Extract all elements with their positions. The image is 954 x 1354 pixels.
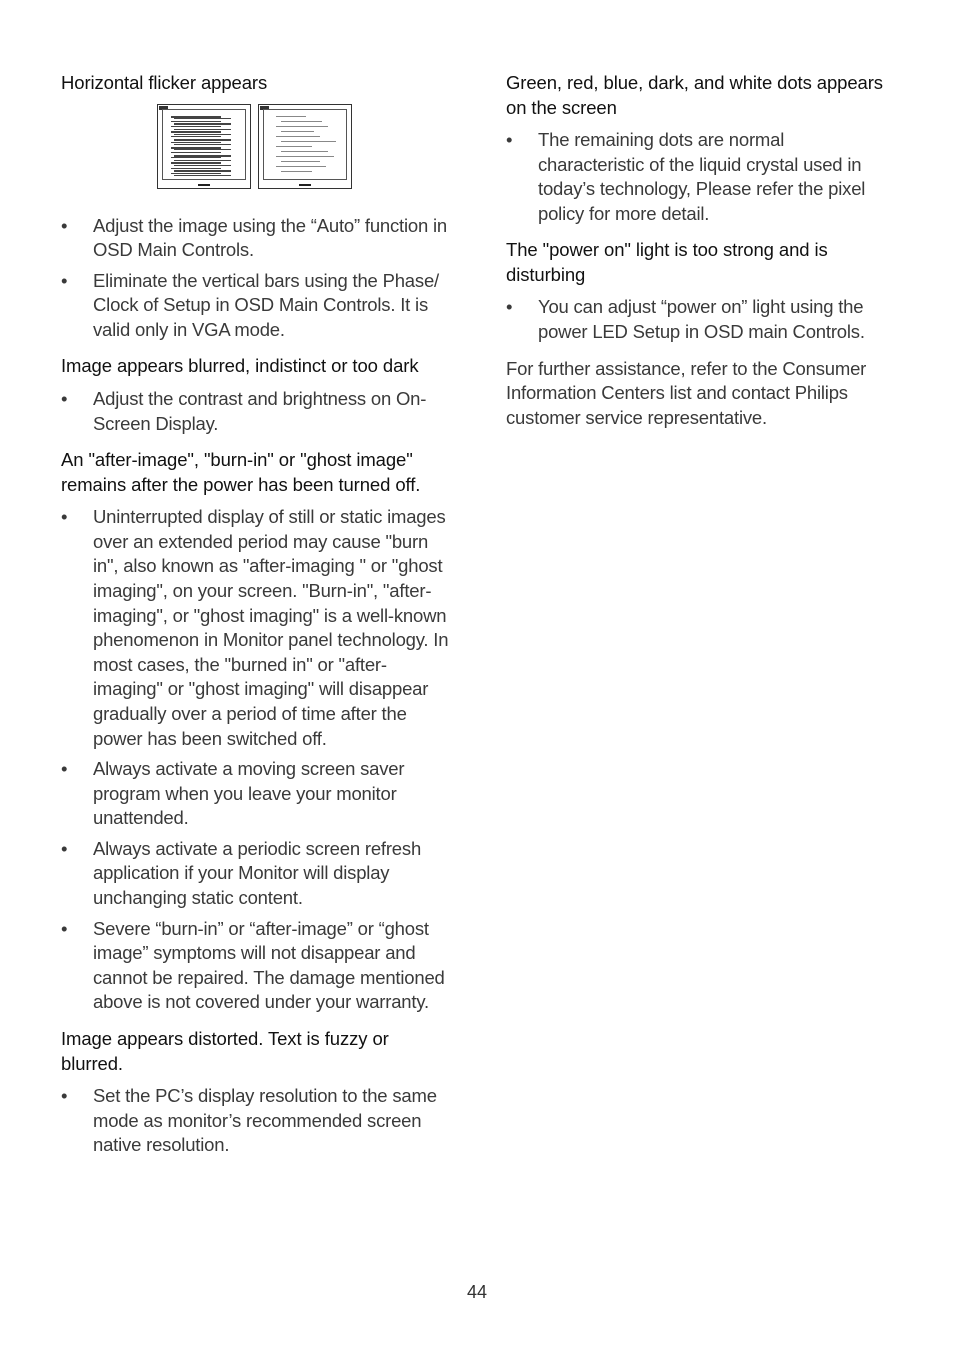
flicker-line xyxy=(174,144,231,145)
list-item: • Set the PC’s display resolution to the same mode as monitor’s recommended screen native resolution. xyxy=(61,1085,437,1156)
section-dots xyxy=(506,71,894,226)
list-item: • Severe “burn-in” or “after-image” or “ghost image” symptoms will not disappear and cannot be repaired. The damage mentioned above is not covered under your warranty. xyxy=(61,917,445,1013)
text-line xyxy=(276,166,326,167)
flicker-line xyxy=(174,134,231,135)
list-item: • The remaining dots are normal characteristic of the liquid crystal used in today’s technology, Please refer the pixel policy for more detail. xyxy=(506,129,866,224)
section-power-light xyxy=(506,238,894,344)
page-number: 44 xyxy=(466,1282,488,1302)
flicker-illustration xyxy=(157,104,453,196)
section-heading: An "after-image", "burn-in" or "ghost image" remains after the power has been turned off. xyxy=(61,449,421,495)
flicker-line xyxy=(171,136,221,137)
list-item: • Uninterrupted display of still or static images over an extended period may cause "burn in", also known as "after-imaging " or "ghost imaging", on your screen. "Burn-in", "after-imaging", or "ghost imaging" is a well-known phenomenon in Monitor panel technology. In most cases, the "burned in" or "after-imaging" or "ghost imaging" will disappear gradually over a period of time after the power has been switched off. xyxy=(61,506,449,749)
list-item: • Eliminate the vertical bars using the Phase/ Clock of Setup in OSD Main Controls. It is valid only in VGA mode. xyxy=(61,269,439,340)
flicker-line xyxy=(171,157,221,158)
monitor-normal-image xyxy=(258,104,352,189)
left-column xyxy=(61,71,453,1170)
list-item: • Always activate a periodic screen refresh application if your Monitor will display unchanging static content. xyxy=(61,837,422,909)
section-heading: The "power on" light is too strong and is disturbing xyxy=(506,239,828,285)
section-horizontal-flicker xyxy=(61,71,453,342)
section-heading: Image appears blurred, indistinct or too dark xyxy=(61,355,419,377)
section-heading: Green, red, blue, dark, and white dots appears on the screen xyxy=(506,72,883,118)
section-distorted xyxy=(61,1027,453,1158)
text-line xyxy=(281,171,312,172)
flicker-line xyxy=(171,126,221,127)
flicker-line xyxy=(171,173,221,174)
text-line xyxy=(276,126,328,127)
list-item: • Adjust the image using the “Auto” function in OSD Main Controls. xyxy=(61,214,448,261)
text-line xyxy=(281,131,314,132)
list-item: • Always activate a moving screen saver program when you leave your monitor unattended. xyxy=(61,758,405,829)
flicker-line xyxy=(174,129,231,130)
text-line xyxy=(281,161,320,162)
text-line xyxy=(276,116,306,117)
flicker-line xyxy=(174,118,231,119)
section-heading: Image appears distorted. Text is fuzzy or blurred. xyxy=(61,1028,389,1074)
section-blurred xyxy=(61,354,453,436)
list-item: • You can adjust “power on” light using the power LED Setup in OSD main Controls. xyxy=(506,296,865,342)
section-heading: Horizontal flicker appears xyxy=(61,72,268,93)
assistance-note: For further assistance, refer to the Consumer Information Centers list and contact Philips customer service representative. xyxy=(506,357,867,428)
flicker-line xyxy=(171,168,221,169)
monitor-flicker-image xyxy=(157,104,251,189)
flicker-line xyxy=(174,175,231,176)
text-line xyxy=(281,141,336,142)
right-column xyxy=(506,71,894,430)
flicker-line xyxy=(171,152,221,153)
flicker-line xyxy=(171,121,221,122)
flicker-line xyxy=(174,149,231,150)
flicker-line xyxy=(174,165,231,166)
text-line xyxy=(276,156,334,157)
flicker-line xyxy=(174,160,231,161)
text-line xyxy=(281,151,328,152)
list-item: • Adjust the contrast and brightness on On-Screen Display. xyxy=(61,387,427,434)
section-after-image xyxy=(61,448,453,1015)
text-line xyxy=(276,136,320,137)
flicker-line xyxy=(171,142,221,143)
text-line xyxy=(276,146,312,147)
text-line xyxy=(281,121,322,122)
